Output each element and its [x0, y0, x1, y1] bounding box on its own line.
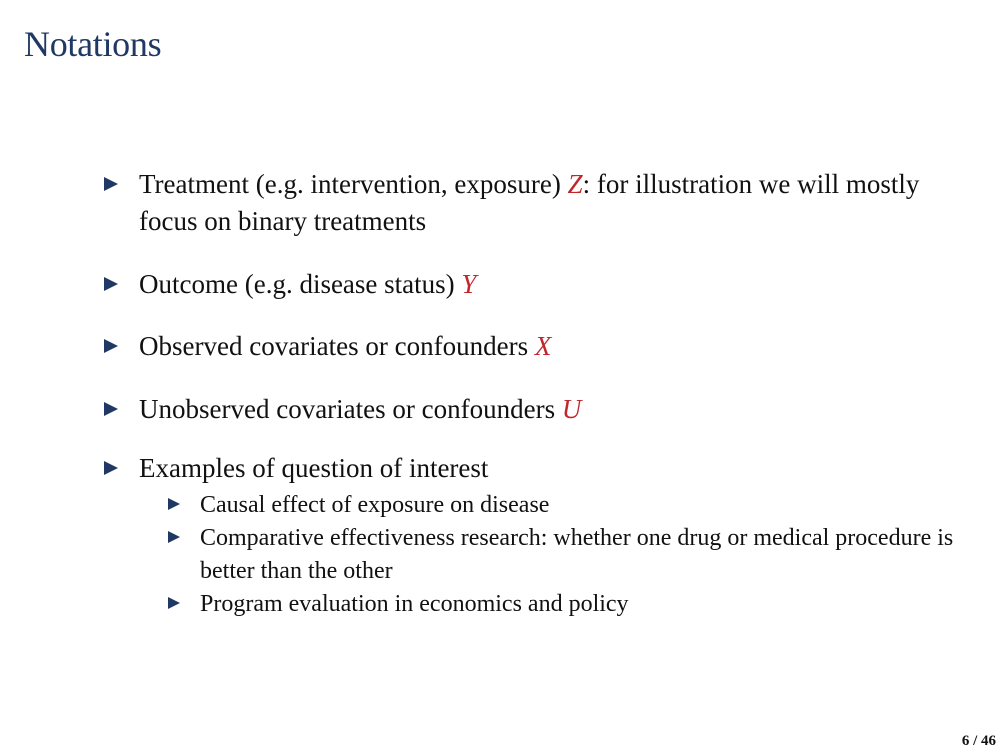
item-text — [104, 391, 964, 428]
sub-list-item — [104, 489, 964, 522]
item-text — [104, 328, 964, 365]
item-text — [104, 166, 964, 240]
list-item-unobserved-covariates — [104, 391, 964, 428]
sub-list-item — [104, 522, 964, 588]
triangle-bullet-icon — [168, 597, 180, 609]
variable-symbol: U — [561, 394, 582, 424]
variable-symbol: X — [534, 331, 552, 361]
variable-symbol: Y — [461, 269, 477, 299]
item-label: Observed covariates or confounders — [139, 331, 535, 361]
sub-list-item — [104, 588, 964, 621]
triangle-bullet-icon — [104, 461, 118, 475]
triangle-bullet-icon — [104, 402, 118, 416]
list-item-treatment — [104, 166, 964, 240]
triangle-bullet-icon — [104, 277, 118, 291]
sub-item-text: Program evaluation in economics and policy — [200, 591, 629, 617]
triangle-bullet-icon — [104, 339, 118, 353]
sub-item-text: Comparative effectiveness research: whether one drug or medical procedure is better than the other — [200, 525, 954, 584]
slide-title: Notations — [24, 24, 162, 64]
item-text — [104, 266, 964, 303]
item-description: : for illustration we will mostly focus on binary treatments — [139, 169, 920, 236]
item-label: Treatment (e.g. intervention, exposure) — [139, 169, 568, 199]
item-label: Unobserved covariates or confounders — [139, 394, 562, 424]
sub-bullet-list — [104, 489, 964, 621]
sub-item-text: Causal effect of exposure on disease — [200, 492, 550, 518]
item-text: Examples of question of interest — [139, 453, 489, 483]
list-item-observed-covariates — [104, 328, 964, 365]
item-label: Outcome (e.g. disease status) — [139, 269, 462, 299]
list-item-examples — [104, 450, 964, 621]
page-number: 6 / 46 — [961, 733, 996, 749]
triangle-bullet-icon — [168, 531, 180, 543]
triangle-bullet-icon — [168, 498, 180, 510]
triangle-bullet-icon — [104, 177, 118, 191]
list-item-outcome — [104, 266, 964, 303]
variable-symbol: Z — [567, 169, 583, 199]
